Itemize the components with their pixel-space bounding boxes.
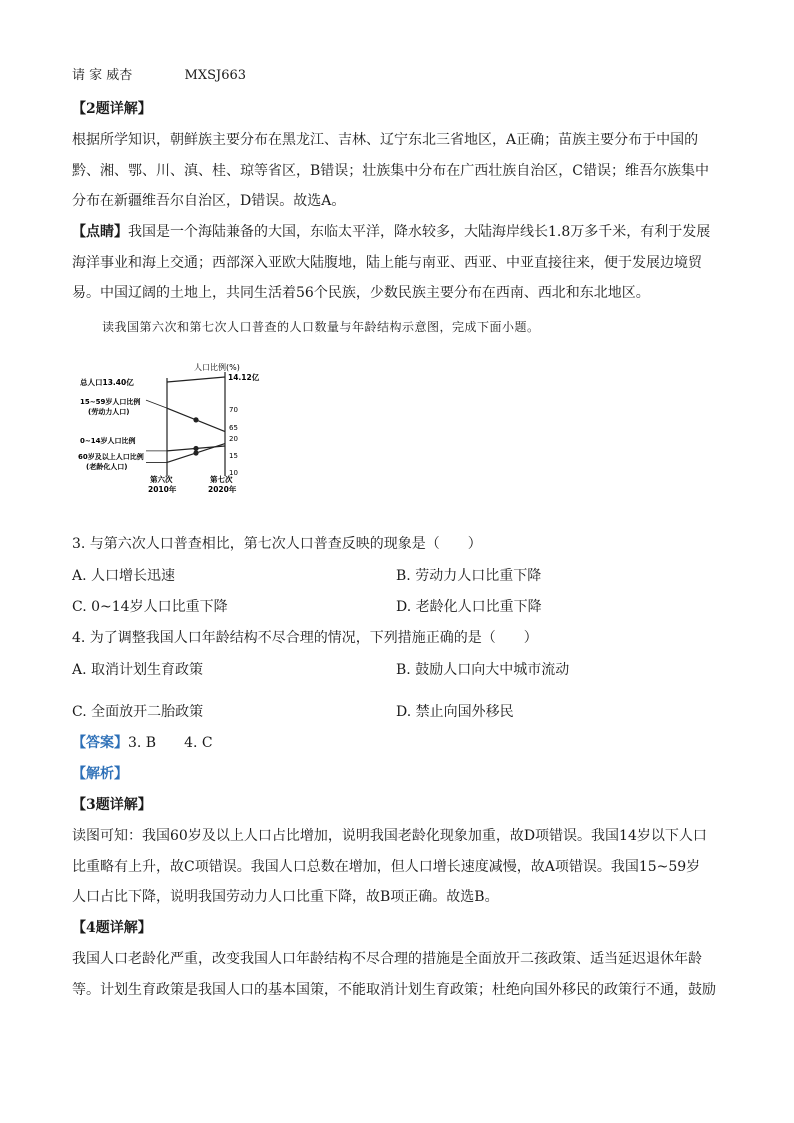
series-label-working-sub: (劳动力人口) — [88, 408, 130, 416]
q4-detail-title: 【4题详解】 — [72, 920, 152, 936]
q3-option-b: B. 劳动力人口比重下降 — [396, 568, 542, 584]
x-label-2010: 2010年 — [148, 485, 177, 494]
y-tick-label: 65 — [229, 424, 238, 432]
answer-label: 【答案】 — [72, 735, 128, 751]
series-leader-line — [146, 400, 167, 408]
y-tick-label: 20 — [229, 435, 238, 443]
x-label-2020: 2020年 — [208, 485, 237, 494]
q2-detail-line: 分布在新疆维吾尔自治区，D错误。故选A。 — [72, 193, 346, 209]
q3-option-d: D. 老龄化人口比重下降 — [396, 599, 542, 615]
q2-detail-title: 【2题详解】 — [72, 101, 152, 117]
page-header — [72, 66, 246, 86]
header-code: MXSJ663 — [184, 68, 247, 83]
population-chart — [76, 358, 260, 498]
x-label-sixth: 第六次 — [150, 475, 173, 484]
q3-stem: 3. 与第六次人口普查相比，第七次人口普查反映的现象是（ ） — [72, 536, 482, 552]
q3-detail-line: 读图可知：我国60岁及以上人口占比增加，说明我国老龄化现象加重，故D项错误。我国14岁以下人口 — [72, 828, 707, 844]
dianjing-text: 我国是一个海陆兼备的大国，东临太平洋，降水较多，大陆海岸线长1.8万多千米，有利于发展 — [128, 224, 711, 240]
total-right-label: 14.12亿 — [228, 373, 260, 382]
answer-line — [72, 733, 213, 753]
chart-ylabel: 人口比例(%) — [194, 363, 240, 372]
dianjing-line — [72, 222, 710, 242]
dianjing-label: 【点睛】 — [72, 224, 128, 240]
q4-option-a: A. 取消计划生育政策 — [72, 662, 204, 678]
total-population-line — [167, 377, 225, 382]
q4-option-c: C. 全面放开二胎政策 — [72, 704, 204, 720]
header-names: 请 家 威杏 — [72, 68, 133, 83]
total-left-label: 总人口13.40亿 — [80, 378, 134, 387]
series-label-elderly: 60岁及以上人口比例 — [78, 453, 144, 461]
q3-option-a: A. 人口增长迅速 — [72, 568, 176, 584]
series-label-elderly-sub: (老龄化人口) — [86, 463, 128, 471]
q4-stem: 4. 为了调整我国人口年龄结构不尽合理的情况，下列措施正确的是（ ） — [72, 630, 538, 646]
y-tick-label: 10 — [229, 469, 238, 477]
q4-detail-line: 我国人口老龄化严重，改变我国人口年龄结构不尽合理的措施是全面放开二孩政策、适当延迟退休年龄 — [72, 951, 702, 967]
q3-option-c: C. 0~14岁人口比重下降 — [72, 599, 228, 615]
q4-detail-line: 等。计划生育政策是我国人口的基本国策，不能取消计划生育政策；杜绝向国外移民的政策行不通，鼓励 — [72, 982, 716, 998]
y-tick-label: 70 — [229, 406, 238, 414]
series-label-children: 0~14岁人口比例 — [80, 437, 136, 445]
q3-detail-line: 人口占比下降，说明我国劳动力人口比重下降，故B项正确。故选B。 — [72, 889, 499, 905]
q2-detail-line: 根据所学知识，朝鲜族主要分布在黑龙江、吉林、辽宁东北三省地区，A正确；苗族主要分布于中国的 — [72, 132, 699, 148]
answer-text: 3. B 4. C — [128, 735, 213, 751]
analysis-label: 【解析】 — [72, 766, 128, 782]
dianjing-line: 易。中国辽阔的土地上，共同生活着56个民族，少数民族主要分布在西南、西北和东北地区。 — [72, 285, 650, 301]
y-tick-label: 15 — [229, 452, 238, 460]
figure-intro: 读我国第六次和第七次人口普查的人口数量与年龄结构示意图，完成下面小题。 — [102, 320, 540, 334]
series-label-working: 15~59岁人口比例 — [80, 398, 141, 406]
q2-detail-line: 黔、湘、鄂、川、滇、桂、琼等省区，B错误；壮族集中分布在广西壮族自治区，C错误；维吾尔族集中 — [72, 163, 709, 179]
q4-option-d: D. 禁止向国外移民 — [396, 704, 514, 720]
dianjing-line: 海洋事业和海上交通；西部深入亚欧大陆腹地，陆上能与南亚、西亚、中亚直接往来，便于发展边境贸 — [72, 255, 702, 271]
x-label-seventh: 第七次 — [210, 475, 233, 484]
q4-option-b: B. 鼓励人口向大中城市流动 — [396, 662, 570, 678]
series-line-elderly-point — [193, 450, 198, 455]
series-line-working-point — [193, 417, 198, 422]
q3-detail-line: 比重略有上升，故C项错误。我国人口总数在增加，但人口增长速度减慢，故A项错误。我国15~59岁 — [72, 859, 701, 875]
q3-detail-title: 【3题详解】 — [72, 797, 152, 813]
series-line-children-point — [193, 446, 198, 451]
